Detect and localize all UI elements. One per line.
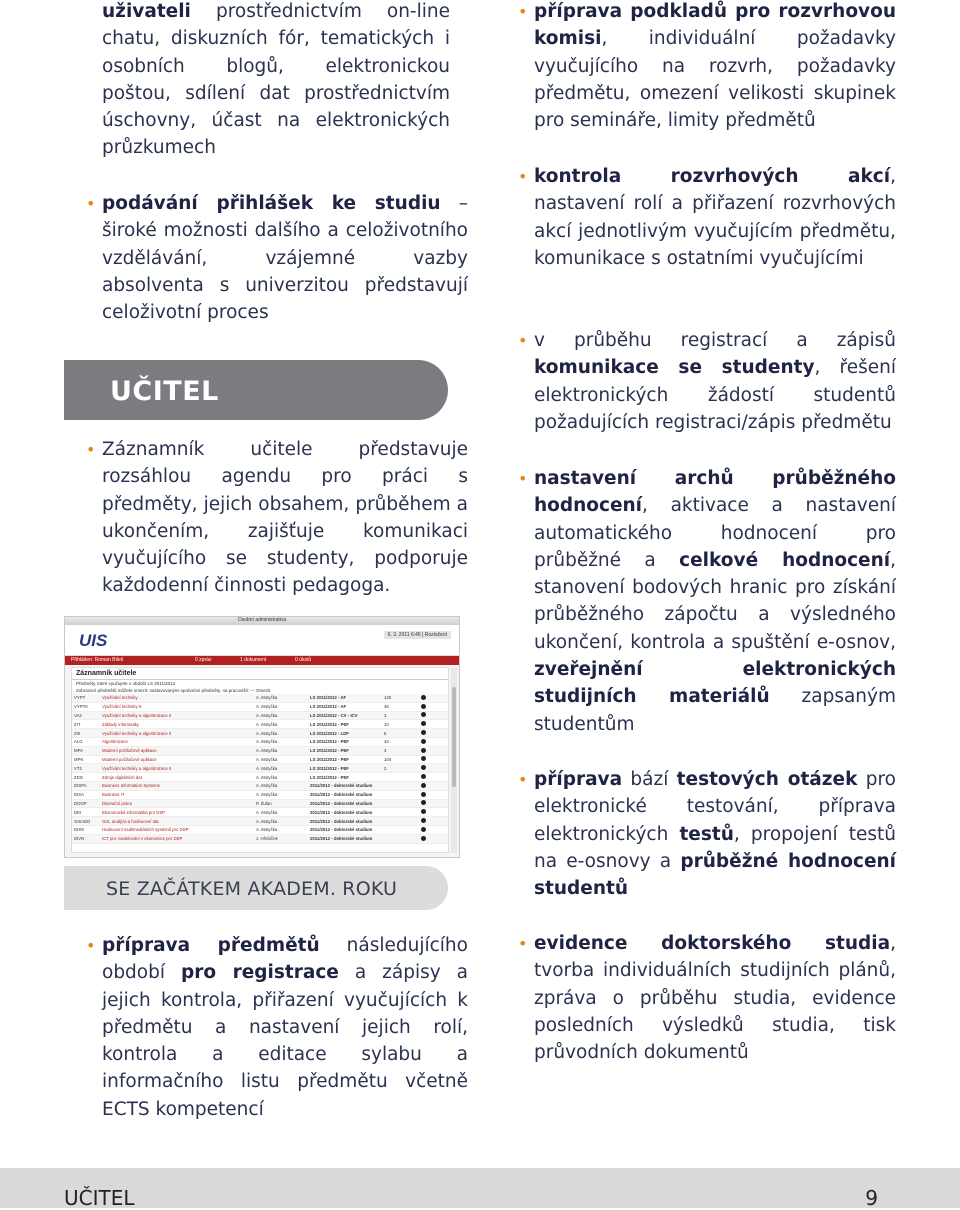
table-cell: LS 2011/2012 - AF — [308, 702, 382, 711]
table-cell: LS 2011/2012 - PEF — [308, 755, 382, 764]
table-cell: ALG — [72, 737, 100, 746]
table-cell: A. Motyčka — [254, 755, 308, 764]
table-cell: LS 2011/2012 - AF — [308, 694, 382, 702]
action-dot-icon[interactable] — [421, 712, 426, 717]
table-cell: A. Motyčka — [254, 773, 308, 782]
table-row[interactable] — [72, 729, 448, 738]
table-row[interactable] — [72, 825, 448, 834]
table-cell: 2011/2012 - doktorské studium — [308, 781, 382, 790]
panel-heading: Záznamník učitele — [72, 668, 448, 680]
evaluation-text-2: , stanovení bodových hranic pro získání průběžného zápočtu a výsledného ukončení, kontrola a spuštění e-osnov, — [534, 549, 896, 653]
table-cell: LS 2011/2012 - CV - ICV — [308, 711, 382, 720]
table-cell: LS 2011/2012 - PEF — [308, 773, 382, 782]
testing-text-1: bází — [622, 769, 677, 790]
row-action[interactable] — [419, 773, 448, 782]
testing-bold-1: příprava — [534, 769, 623, 790]
table-cell: 10 — [382, 720, 419, 729]
table-row[interactable] — [72, 694, 448, 702]
table-row[interactable] — [72, 746, 448, 755]
footer-section: UČITEL — [64, 1186, 135, 1210]
row-action[interactable] — [419, 746, 448, 755]
bullet-applications — [84, 190, 468, 326]
table-cell: A. Motyčka — [254, 711, 308, 720]
table-row[interactable] — [72, 790, 448, 799]
course-prep-bold-2: pro registrace — [181, 962, 339, 984]
intro-paragraph — [102, 0, 450, 162]
table-cell: 3 — [382, 711, 419, 720]
table-cell: 104 — [382, 755, 419, 764]
section-paragraph — [84, 436, 468, 600]
table-cell: DISPA — [72, 781, 100, 790]
table-cell: LS 2011/2012 - PEF — [308, 746, 382, 755]
action-dot-icon[interactable] — [421, 721, 426, 726]
schedule-check-bold: kontrola rozvrhových akcí — [534, 166, 891, 187]
table-cell: MPA — [72, 746, 100, 755]
table-cell — [382, 773, 419, 782]
table-cell: A. Motyčka — [254, 817, 308, 826]
table-cell: A. Motyčka — [254, 702, 308, 711]
date-box: 6. 3. 2011 6:45 | Rozložení — [384, 631, 451, 639]
table-cell — [382, 834, 419, 843]
action-dot-icon[interactable] — [421, 774, 426, 779]
table-cell: 2011/2012 - doktorské studium — [308, 817, 382, 826]
course-prep-bold: příprava předmětů — [102, 935, 320, 956]
table-cell: Algoritmizace — [100, 737, 254, 746]
table-cell — [382, 817, 419, 826]
table-cell: ZIT — [72, 720, 100, 729]
content-panel — [71, 667, 449, 853]
table-cell: LS 2011/2012 - PEF — [308, 737, 382, 746]
testing-text-3: , propojení testů na e-osnovy a — [534, 823, 896, 872]
nav-documents[interactable]: 1 dokument — [240, 657, 267, 663]
table-cell: Business Information Systems — [100, 781, 254, 790]
table-cell: 5 — [382, 729, 419, 738]
table-cell: LS 2011/2012 - PEF — [308, 720, 382, 729]
table-cell: ZIII — [72, 729, 100, 738]
row-action[interactable] — [419, 781, 448, 790]
table-row[interactable] — [72, 799, 448, 808]
course-prep-text-1: následujícího období — [102, 935, 468, 984]
table-cell: 2011/2012 - doktorské studium — [308, 825, 382, 834]
table-cell: Ekonomická informatika pro DSP — [100, 808, 254, 817]
bullet-schedule-prep — [516, 0, 896, 134]
table-cell: DHM — [72, 825, 100, 834]
table-cell: J. Hřebíček — [254, 834, 308, 843]
table-cell — [382, 799, 419, 808]
schedule-prep-text: , individuální požadavky vyučujícího na rozvrh, požadavky předmětu, omezení velikosti skupinek pro semináře, limity předmětů — [534, 28, 896, 132]
communication-bold: komunikace se studenty — [534, 357, 815, 379]
evaluation-text-3: zapsaným studentům — [534, 686, 896, 735]
table-cell: A. Motyčka — [254, 729, 308, 738]
bullet-course-prep — [84, 932, 468, 1123]
table-cell: A. Motyčka — [254, 694, 308, 702]
table-row[interactable] — [72, 781, 448, 790]
table-cell — [382, 825, 419, 834]
action-dot-icon[interactable] — [421, 836, 426, 841]
row-action[interactable] — [419, 817, 448, 826]
table-cell: ZDG — [72, 773, 100, 782]
table-cell: P. Žufan — [254, 799, 308, 808]
table-cell: VYPT — [72, 694, 100, 702]
table-cell: A. Motyčka — [254, 825, 308, 834]
table-row[interactable] — [72, 773, 448, 782]
testing-text-2: pro elektronické testování, příprava elektronických — [534, 769, 896, 845]
row-action[interactable] — [419, 834, 448, 843]
action-dot-icon[interactable] — [421, 695, 426, 700]
table-row[interactable] — [72, 834, 448, 843]
doctoral-text: , tvorba individuálních studijních plánů, zpráva o průběhu studia, evidence posledních výsledků studia, tisk průvodních dokumentů — [534, 933, 896, 1064]
bullet-student-communication — [516, 327, 896, 436]
table-cell: MPK — [72, 755, 100, 764]
evaluation-bold-2: celkové hodnocení — [679, 549, 891, 571]
table-row[interactable] — [72, 711, 448, 720]
row-action[interactable] — [419, 790, 448, 799]
action-dot-icon[interactable] — [421, 783, 426, 788]
table-cell: Využívání techniky a algoritmizace II — [100, 764, 254, 773]
table-cell: LS 2011/2012 - PEF — [308, 764, 382, 773]
table-cell: 42 — [382, 737, 419, 746]
table-row[interactable] — [72, 702, 448, 711]
schedule-prep-bold: příprava podkladů pro rozvrhovou komisi — [534, 1, 896, 50]
communication-text-1: v průběhu registrací a zápisů — [534, 330, 896, 351]
bullet-applications-text: – široké možnosti dalšího a celoživotního vzdělávání, vzájemné vazby absolventa s univerzitou představují celoživotní proces — [102, 193, 468, 324]
table-cell: Moderní počítačové aplikace — [100, 746, 254, 755]
row-action[interactable] — [419, 799, 448, 808]
row-action[interactable] — [419, 755, 448, 764]
embedded-screenshot — [64, 616, 460, 858]
nav-user: Přihlášen: Roman Bíleš — [71, 657, 124, 663]
table-row[interactable] — [72, 755, 448, 764]
scrollbar-thumb[interactable] — [452, 687, 456, 787]
nav-tasks[interactable]: 0 úkolů — [295, 657, 312, 663]
bullet-testing — [516, 766, 896, 902]
testing-bold-3: testů — [679, 823, 734, 845]
bullet-applications-bold: podávání přihlášek ke studiu — [102, 193, 441, 214]
action-dot-icon[interactable] — [421, 800, 426, 805]
table-cell: 46 — [382, 702, 419, 711]
nav-messages[interactable]: 0 zpráv — [195, 657, 212, 663]
table-cell: Moderní počítačové aplikace — [100, 755, 254, 764]
table-cell: Využívání techniky a algoritmizace II — [100, 711, 254, 720]
uis-logo: UIS — [79, 631, 108, 650]
table-cell: ICT pro modelování v ekonomice pro DSP — [100, 834, 254, 843]
row-action[interactable] — [419, 694, 448, 702]
evaluation-text-1: , aktivace a nastavení automatického hodnocení pro průběžné a — [534, 495, 896, 571]
section-title: UČITEL — [110, 376, 219, 407]
table-row[interactable] — [72, 737, 448, 746]
doctoral-bold: evidence doktorského studia — [534, 933, 891, 954]
table-cell: A. Motyčka — [254, 737, 308, 746]
table-cell: VYPTK — [72, 702, 100, 711]
table-cell: DEI — [72, 808, 100, 817]
row-action[interactable] — [419, 720, 448, 729]
action-dot-icon[interactable] — [421, 827, 426, 832]
table-cell: A. Motyčka — [254, 764, 308, 773]
table-cell: 2011/2012 - doktorské studium — [308, 799, 382, 808]
scrollbar[interactable] — [451, 667, 457, 853]
action-dot-icon[interactable] — [421, 756, 426, 761]
intro-lead: uživateli — [102, 1, 191, 22]
row-action[interactable] — [419, 737, 448, 746]
row-action[interactable] — [419, 825, 448, 834]
row-action[interactable] — [419, 729, 448, 738]
panel-filter[interactable]: Zobrazení předmětů můžete omezit: nastavovanými správními předměty, na pracovišti: --- Omezit — [76, 688, 271, 693]
table-cell: 2 — [382, 764, 419, 773]
action-dot-icon[interactable] — [421, 704, 426, 709]
intro-text: prostřednictvím on-line chatu, diskuzních fór, tematických i osobních blogů, elektronickou poštou, sdílení dat prostřednictvím úschovny, účast na elektronických průzkumech — [102, 1, 450, 159]
table-cell: VT2 — [72, 764, 100, 773]
bullet-schedule-check — [516, 163, 896, 272]
action-dot-icon[interactable] — [421, 739, 426, 744]
table-cell: LS 2011/2012 - LDF — [308, 729, 382, 738]
subsection-title: SE ZAČÁTKEM AKADEM. ROKU — [106, 878, 398, 900]
table-cell — [382, 781, 419, 790]
table-cell: GISAED — [72, 817, 100, 826]
evaluation-bold-3: zveřejnění elektronických studijních materiálů — [534, 659, 896, 708]
table-cell: A. Motyčka — [254, 720, 308, 729]
table-cell: DIVN — [72, 834, 100, 843]
window-title: Osobní administrativa — [65, 617, 459, 625]
bullet-doctoral — [516, 930, 896, 1066]
table-row[interactable] — [72, 808, 448, 817]
action-dot-icon[interactable] — [421, 809, 426, 814]
table-cell: A. Motyčka — [254, 746, 308, 755]
course-prep-text-2: a zápisy a jejich kontrola, přiřazení vyučujících k předmětu a nastavení jejich rolí, kontrola a editace sylabu a informačního listu předmětu včetně ECTS kompetencí — [102, 962, 469, 1120]
table-cell: Využívání techniky a algoritmizace II — [100, 729, 254, 738]
table-cell: DISA — [72, 790, 100, 799]
table-cell: A. Motyčka — [254, 808, 308, 817]
table-cell: VA2 — [72, 711, 100, 720]
schedule-check-text: , nastavení rolí a přiřazení rozvrhových akcí jednotlivým vyučujícím předmětu, komunikace s ostatními vyučujícími — [534, 166, 896, 269]
table-row[interactable] — [72, 764, 448, 773]
action-dot-icon[interactable] — [421, 730, 426, 735]
row-action[interactable] — [419, 808, 448, 817]
table-cell — [382, 808, 419, 817]
app-header — [65, 625, 459, 656]
table-row[interactable] — [72, 720, 448, 729]
action-dot-icon[interactable] — [421, 748, 426, 753]
table-cell — [382, 790, 419, 799]
table-cell: 2011/2012 - doktorské studium — [308, 808, 382, 817]
testing-bold-4: průběžné hodnocení studentů — [534, 850, 896, 900]
table-cell: Využívání techniky — [100, 694, 254, 702]
action-dot-icon[interactable] — [421, 765, 426, 770]
courses-table — [72, 694, 448, 844]
table-cell: GIS, analýza a hodnocení dat — [100, 817, 254, 826]
testing-bold-2: testových otázek — [676, 769, 858, 790]
communication-text-2: , řešení elektronických žádostí studentů požadujících registraci/zápis předmětu — [534, 357, 896, 433]
table-cell: 2011/2012 - doktorské studium — [308, 790, 382, 799]
row-action[interactable] — [419, 702, 448, 711]
table-cell: Diserační práce — [100, 799, 254, 808]
row-action[interactable] — [419, 764, 448, 773]
table-cell: 3 — [382, 746, 419, 755]
table-cell: DOOP — [72, 799, 100, 808]
table-cell: Využívání techniky K — [100, 702, 254, 711]
nav-bar — [65, 656, 459, 665]
table-cell: Zdroje digitálních dat — [100, 773, 254, 782]
page-number: 9 — [865, 1186, 878, 1210]
table-cell: A. Motyčka — [254, 781, 308, 790]
table-cell: 2011/2012 - doktorské studium — [308, 834, 382, 843]
table-cell: A. Motyčka — [254, 790, 308, 799]
action-dot-icon[interactable] — [421, 818, 426, 823]
bullet-evaluation — [516, 465, 896, 738]
evaluation-bold-1: nastavení archů průběžného hodnocení — [534, 468, 896, 517]
footer-bar — [0, 1168, 960, 1208]
section-text: Záznamník učitele představuje rozsáhlou agendu pro práci s předměty, jejich obsahem, průběhem a ukončením, zajišťuje komunikaci vyučujícího se studenty, podporuje každodenní činnosti pedagoga. — [102, 439, 468, 597]
table-cell: Základy informatiky — [100, 720, 254, 729]
action-dot-icon[interactable] — [421, 792, 426, 797]
table-row[interactable] — [72, 817, 448, 826]
row-action[interactable] — [419, 711, 448, 720]
table-cell: 140 — [382, 694, 419, 702]
table-cell: Hodnocení multimediálních systémů pro DSP — [100, 825, 254, 834]
table-cell: Business IT — [100, 790, 254, 799]
panel-subheading: Předměty, které vyučujete v období LS 2011/2012 — [76, 681, 176, 686]
